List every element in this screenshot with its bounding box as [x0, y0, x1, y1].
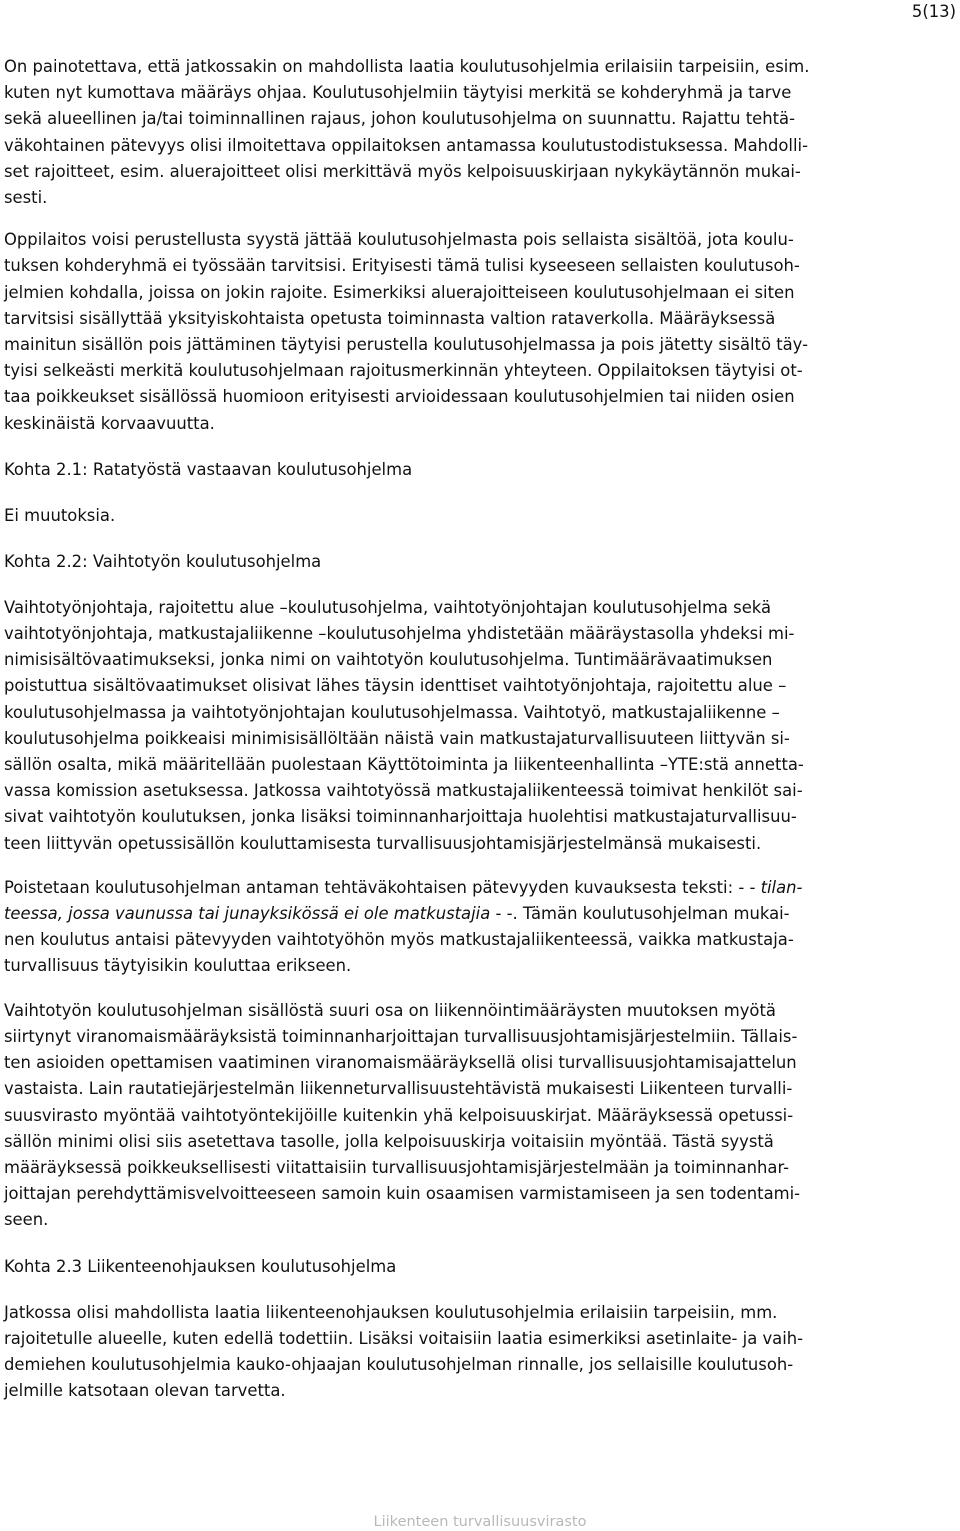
text-line: demiehen koulutusohjelmia kauko-ohjaajan koulutusohjelman rinnalle, jos sellaisille koulutusoh-	[4, 1354, 794, 1374]
section-heading-2-2: Kohta 2.2: Vaihtotyön koulutusohjelma	[4, 551, 322, 571]
text-line: koulutusohjelmassa ja vaihtotyönjohtajan koulutusohjelmassa. Vaihtotyö, matkustajaliikenne –	[4, 702, 780, 722]
page-footer: Liikenteen turvallisuusvirasto	[373, 1514, 587, 1530]
text-line: kuten nyt kumottava määräys ohjaa. Koulutusohjelmiin täytyisi merkitä se kohderyhmä ja tarve	[4, 83, 792, 103]
text-line: sesti.	[4, 188, 48, 208]
text-line	[4, 901, 956, 927]
text-line: set rajoitteet, esim. aluerajoitteet olisi merkittävä myös kelpoisuuskirjaan nykykäytännön mukai-	[4, 161, 801, 181]
text-line: nen koulutus antaisi pätevyyden vaihtotyöhön myös matkustajaliikenteessä, vaikka matkustaja-	[4, 930, 794, 950]
text-line: väkohtainen pätevyys olisi ilmoitettava oppilaitoksen antamassa koulutustodistuksessa. Mahdolli-	[4, 135, 809, 155]
text-line: jelmien kohdalla, joissa on jokin rajoite. Esimerkiksi aluerajoitteiseen koulutusohjelmaan ei siten	[4, 282, 795, 302]
text-line: Vaihtotyön koulutusohjelman sisällöstä suuri osa on liikennöintimääräysten muutoksen myötä	[4, 1000, 776, 1020]
text-line: nimisisältövaatimukseksi, jonka nimi on vaihtotyön koulutusohjelma. Tuntimäärävaatimuksen	[4, 650, 773, 670]
text-line: siirtynyt viranomaismääräyksistä toiminnanharjoittajan turvallisuusjohtamisjärjestelmiin. Tällais-	[4, 1026, 798, 1046]
paragraph-vaihtotyonjohtaja	[4, 595, 956, 857]
text-line: Jatkossa olisi mahdollista laatia liikenteenohjauksen koulutusohjelmia erilaisiin tarpeisiin, mm.	[4, 1302, 778, 1322]
section-heading-2-1: Kohta 2.1: Ratatyöstä vastaavan koulutusohjelma	[4, 459, 413, 479]
text-line: rajoitetulle alueelle, kuten edellä todettiin. Lisäksi voitaisiin laatia esimerkiksi asetinlaite- ja vaih-	[4, 1328, 804, 1348]
text-line: vaihtotyönjohtaja, matkustajaliikenne –koulutusohjelma yhdistetään määräystasolla yhdeksi mi-	[4, 624, 795, 644]
text-line: taa poikkeukset sisällössä huomioon erityisesti arvioidessaan koulutusohjelmien tai niiden osien	[4, 387, 795, 407]
text-line: poistuttua sisältövaatimukset olisivat lähes täysin identtiset vaihtotyönjohtaja, rajoitettu alue –	[4, 676, 787, 696]
text-line: Oppilaitos voisi perustellusta syystä jättää koulutusohjelmasta pois sellaista sisältöä, jota koulu-	[4, 230, 794, 250]
text-line: ten asioiden opettamisen vaatiminen viranomaismääräyksellä olisi turvallisuusjohtamisajattelun	[4, 1053, 797, 1073]
text-line: mainitun sisällön pois jättäminen täytyisi perustella koulutusohjelmassa ja pois jätetty sisältö täy-	[4, 335, 809, 355]
text-line: sällön minimi olisi siis asetettava tasolle, jolla kelpoisuuskirja voitaisiin myöntää. Tästä syystä	[4, 1131, 774, 1151]
text-line: Vaihtotyönjohtaja, rajoitettu alue –koulutusohjelma, vaihtotyönjohtajan koulutusohjelma sekä	[4, 597, 772, 617]
text-line: tyisi selkeästi merkitä koulutusohjelmaan rajoitusmerkinnän yhteyteen. Oppilaitoksen täytyisi ot-	[4, 361, 803, 381]
text-line: suusvirasto myöntää vaihtotyöntekijöille kuitenkin yhä kelpoisuuskirjat. Määräyksessä opetussi-	[4, 1105, 794, 1125]
text-line	[4, 875, 956, 901]
text-run: - -. Tämän koulutusohjelman mukai-	[490, 904, 790, 924]
paragraph-intro	[4, 54, 956, 211]
text-line: sivat vaihtotyön koulutuksen, jonka lisäksi toiminnanharjoittaja huolehtisi matkustajaturvallisuu-	[4, 807, 797, 827]
paragraph-vaihtotyon-sisalto	[4, 998, 956, 1234]
paragraph-poistetaan	[4, 875, 956, 980]
paragraph-liikenteenohjaus	[4, 1300, 956, 1405]
text-run: Poistetaan koulutusohjelman antaman tehtäväkohtaisen pätevyyden kuvauksesta teksti: - -	[4, 877, 761, 897]
text-line: seen.	[4, 1210, 49, 1230]
text-line: joittajan perehdyttämisvelvoitteeseen samoin kuin osaamisen varmistamiseen ja sen todentami-	[4, 1184, 801, 1204]
paragraph-oppilaitos	[4, 227, 956, 437]
text-line: sällön osalta, mikä määritellään puolestaan Käyttötoiminta ja liikenteenhallinta –YTE:stä annetta-	[4, 755, 804, 775]
text-line: koulutusohjelma poikkeaisi minimisisällöltään näistä vain matkustajaturvallisuuteen liittyvän si-	[4, 728, 790, 748]
text-line: sekä alueellinen ja/tai toiminnallinen rajaus, johon koulutusohjelma on suunnattu. Rajattu tehtä-	[4, 109, 796, 129]
text-line: vassa komission asetuksessa. Jatkossa vaihtotyössä matkustajaliikenteessä toimivat henkilöt sai-	[4, 781, 803, 801]
text-line: määräyksessä poikkeuksellisesti viitattaisiin turvallisuusjohtamisjärjestelmään ja toiminnanhar-	[4, 1157, 790, 1177]
text-line: jelmille katsotaan olevan tarvetta.	[4, 1381, 286, 1401]
text-ei-muutoksia: Ei muutoksia.	[4, 505, 116, 525]
text-line: vastaista. Lain rautatiejärjestelmän liikenneturvallisuustehtävistä mukaisesti Liikenteen turvalli-	[4, 1079, 793, 1099]
text-line: On painotettava, että jatkossakin on mahdollista laatia koulutusohjelmia erilaisiin tarpeisiin, esim.	[4, 57, 810, 76]
page-number: 5(13)	[911, 2, 956, 21]
text-line: tarvitsisi sisällyttää yksityiskohtaista opetusta toiminnasta valtion rataverkolla. Määräyksessä	[4, 308, 776, 328]
section-heading-2-3: Kohta 2.3 Liikenteenohjauksen koulutusohjelma	[4, 1256, 397, 1276]
italic-quote: teessa, jossa vaunussa tai junayksikössä ei ole matkustajia	[4, 904, 491, 924]
text-line: turvallisuus täytyisikin kouluttaa erikseen.	[4, 956, 352, 976]
text-line: teen liittyvän opetussisällön kouluttamisesta turvallisuusjohtamisjärjestelmänsä mukaisesti.	[4, 833, 762, 853]
text-line: keskinäistä korvaavuutta.	[4, 413, 215, 433]
text-line: tuksen kohderyhmä ei työssään tarvitsisi. Erityisesti tämä tulisi kyseeseen sellaisten koulutusoh-	[4, 256, 800, 276]
document-body	[4, 54, 956, 1420]
italic-quote: tilan-	[760, 877, 803, 897]
